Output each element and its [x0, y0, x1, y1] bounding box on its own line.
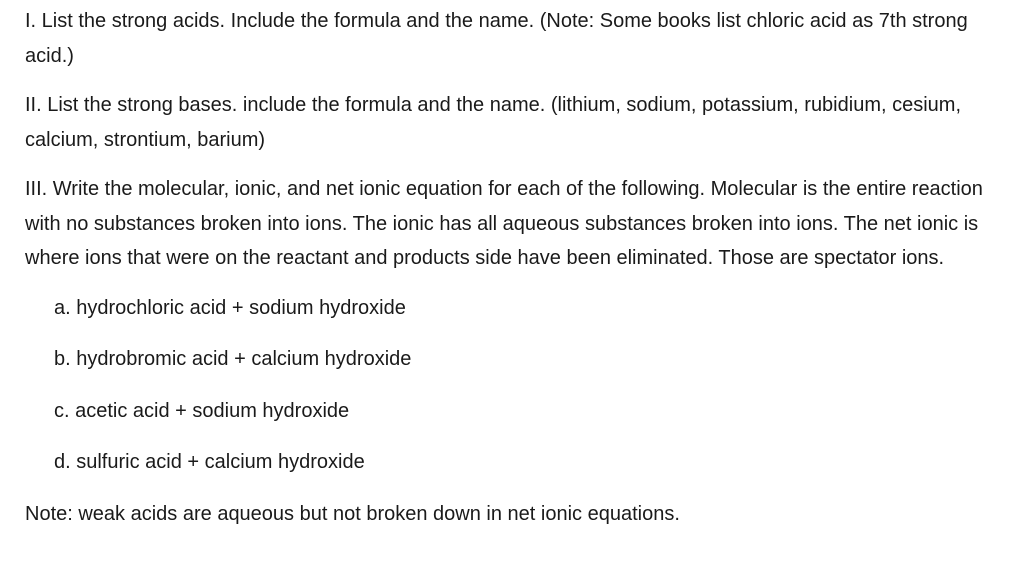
question-3-equations: III. Write the molecular, ionic, and net ionic equation for each of the following. Molecular is the entire reaction with no substances broken into ions. The ionic has all aqueous substances broken into ions. The net ionic is where ions that were on the reactant and products side have been eliminated. Those are spectator ions.: [25, 178, 983, 269]
question-1-strong-acids: I. List the strong acids. Include the formula and the name. (Note: Some books list chloric acid as 7th strong acid.): [25, 10, 968, 67]
reaction-item-c: c. acetic acid + sodium hydroxide: [54, 399, 350, 422]
reaction-item-d: d. sulfuric acid + calcium hydroxide: [54, 451, 365, 473]
weak-acid-note: Note: weak acids are aqueous but not broken down in net ionic equations.: [25, 502, 680, 525]
reaction-list: [25, 291, 1015, 480]
reaction-item-b: b. hydrobromic acid + calcium hydroxide: [54, 348, 412, 370]
question-2-strong-bases: II. List the strong bases. include the formula and the name. (lithium, sodium, potassium, rubidium, cesium, calcium, strontium, barium): [25, 94, 961, 151]
reaction-item-a: a. hydrochloric acid + sodium hydroxide: [54, 296, 406, 319]
document-body: [25, 4, 1015, 531]
